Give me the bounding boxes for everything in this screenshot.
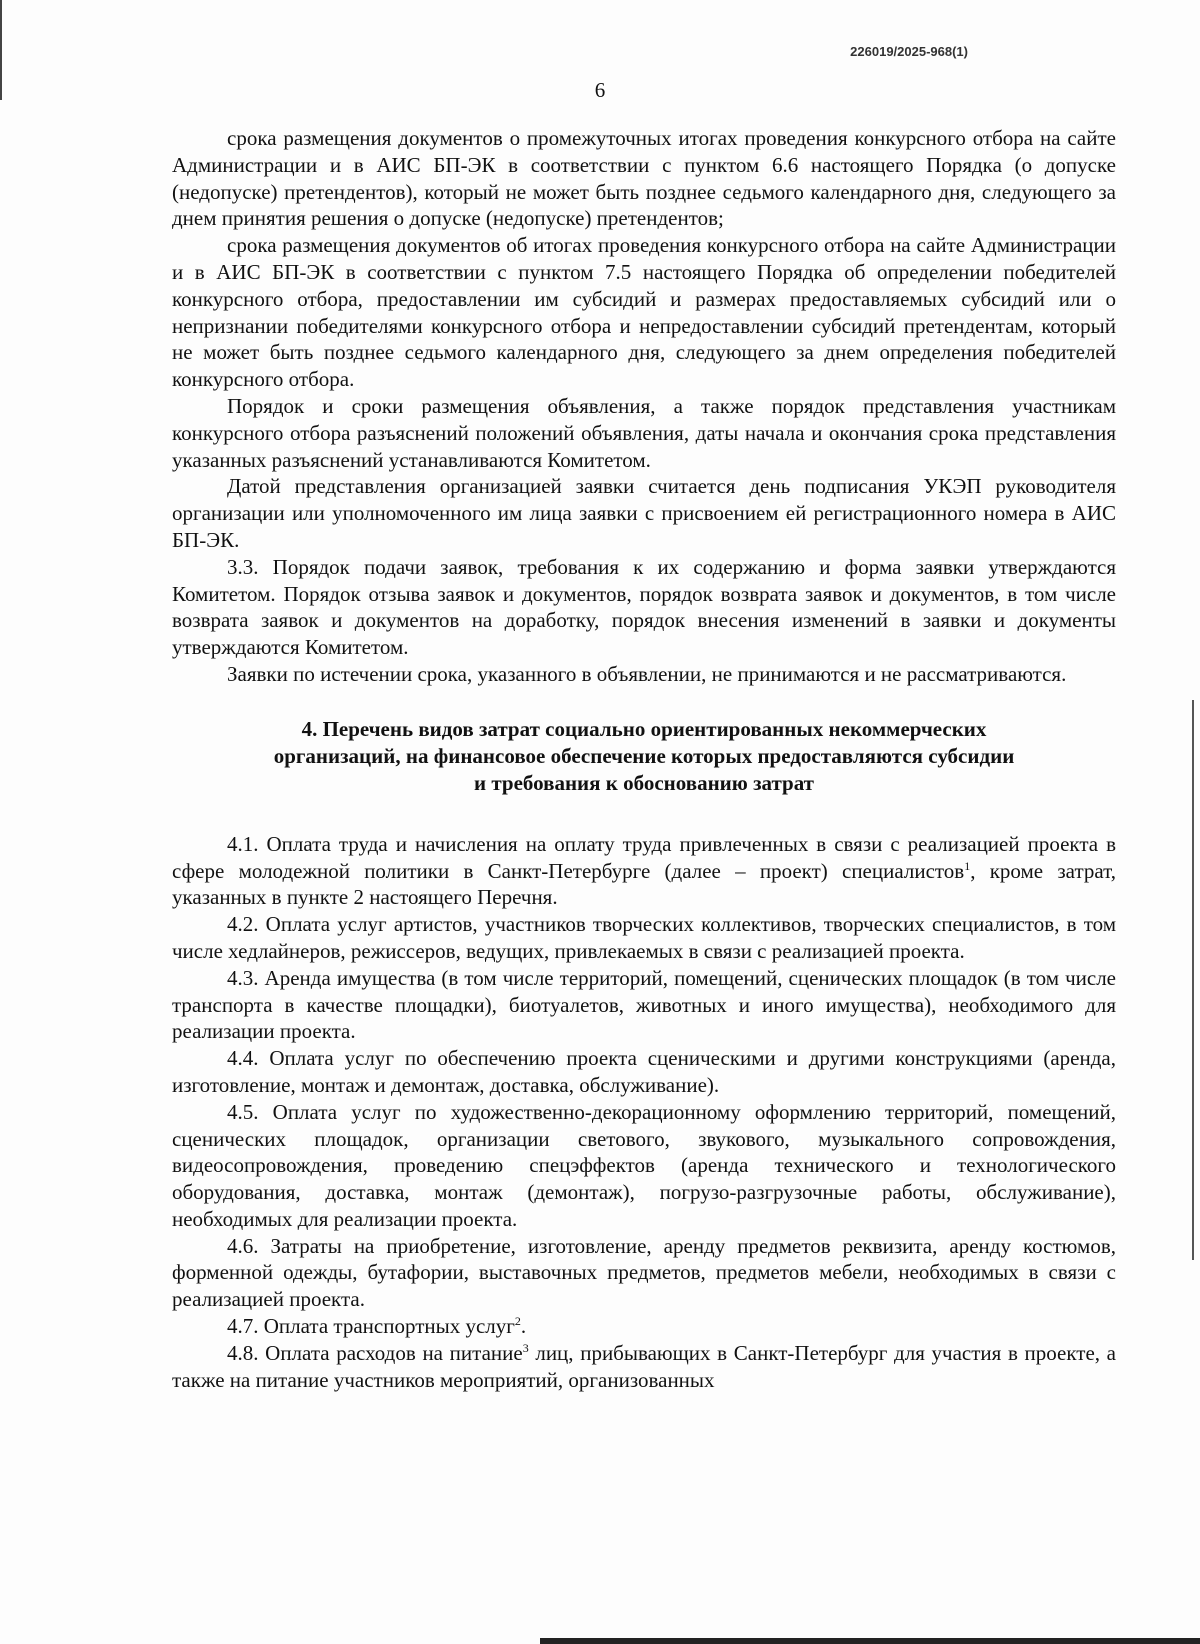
item-4-3: 4.3. Аренда имущества (в том числе территорий, помещений, сценических площадок (в том числе транспорта в качестве площадки), биотуалетов, животных и иного имущества), необходимого для реализации проекта. [172,965,1116,1044]
item-4-4: 4.4. Оплата услуг по обеспечению проекта сценическими и другими конструкциями (аренда, изготовление, монтаж и демонтаж, доставка, обслуживание). [172,1046,1116,1097]
paragraph: срока размещения документов о промежуточных итогах проведения конкурсного отбора на сайте Администрации и в АИС БП-ЭК в соответствии с пунктом 6.6 настоящего Порядка (о допуске (недопуске) претендентов), который не может быть позднее седьмого календарного дня, следующего за днем принятия решения о допуске (недопуске) претендентов; [172,126,1116,231]
item-text: 4.8. Оплата расходов на питание [227,1340,523,1365]
item-4-1 [172,831,1116,911]
footnote-ref: 3 [522,1340,529,1355]
item-text: . [520,1314,527,1339]
paragraph: срока размещения документов об итогах проведения конкурсного отбора на сайте Администрации и в АИС БП-ЭК в соответствии с пунктом 7.5 настоящего Порядка об определении победителей конкурсного отбора, предоставлении им субсидий и размерах предоставляемых субсидий или о непризнании победителями конкурсного отбора и непредоставлении субсидий претендентам, который не может быть позднее седьмого календарного дня, следующего за днем определения победителей конкурсного отбора. [172,233,1116,392]
document-body [172,125,1116,1393]
section-heading-line: организаций, на финансовое обеспечение которых предоставляются субсидии [273,743,1015,768]
scan-edge-bottom [540,1638,1200,1644]
item-text: лиц, прибывающих в Санкт-Петербург для участия в проекте, а также на питание участников мероприятий, организованных [172,1340,1117,1392]
section-heading-line: и требования к обоснованию затрат [474,770,814,795]
paragraph: 3.3. Порядок подачи заявок, требования к их содержанию и форма заявки утверждаются Комитетом. Порядок отзыва заявок и документов, порядок возврата заявок и документов, в том числе возврата заявок и документов на доработку, порядок внесения изменений в заявки и документы утверждаются Комитетом. [172,554,1116,660]
item-text: 4.1. Оплата труда и начисления на оплату труда привлеченных в связи с реализацией проекта в сфере молодежной политики в Санкт-Петербурге (далее – проект) специалистов [172,831,1116,883]
item-4-8 [172,1340,1116,1394]
paragraph: Датой представления организацией заявки считается день подписания УКЭП руководителя организации или уполномоченного им лица заявки с присвоением ей регистрационного номера в АИС БП-ЭК. [172,474,1116,552]
footnote-ref: 1 [964,858,971,873]
section-heading [172,716,1116,797]
scan-edge-right [1192,700,1194,1260]
registration-number: 226019/2025-968(1) [850,44,968,59]
page-number: 6 [594,78,606,102]
item-text: 4.7. Оплата транспортных услуг [227,1314,515,1339]
item-text: , кроме затрат, указанных в пункте 2 настоящего Перечня. [172,858,1116,910]
paragraph: Порядок и сроки размещения объявления, а также порядок представления участникам конкурсного отбора разъяснений положений объявления, даты начала и окончания срока представления указанных разъяснений устанавливаются Комитетом. [172,393,1116,472]
item-4-6: 4.6. Затраты на приобретение, изготовление, аренду предметов реквизита, аренду костюмов, форменной одежды, бутафории, выставочных предметов, предметов мебели, необходимых в связи с реализацией проекта. [172,1233,1116,1312]
item-4-2: 4.2. Оплата услуг артистов, участников творческих коллективов, творческих специалистов, в том числе хедлайнеров, режиссеров, ведущих, привлекаемых в связи с реализацией проекта. [172,912,1116,963]
paragraph: Заявки по истечении срока, указанного в объявлении, не принимаются и не рассматриваются. [227,661,1067,686]
section-heading-line: 4. Перечень видов затрат социально ориентированных некоммерческих [301,716,987,741]
item-4-7 [172,1313,1116,1340]
item-4-5: 4.5. Оплата услуг по художественно-декорационному оформлению территорий, помещений, сценических площадок, организации светового, звукового, музыкального сопровождения, видеосопровождения, проведению спецэффектов (аренда технического и технологического оборудования, доставка, монтаж (демонтаж), погрузо-разгрузочные работы, обслуживание), необходимых для реализации проекта. [172,1099,1116,1231]
footnote-ref: 2 [514,1314,521,1329]
